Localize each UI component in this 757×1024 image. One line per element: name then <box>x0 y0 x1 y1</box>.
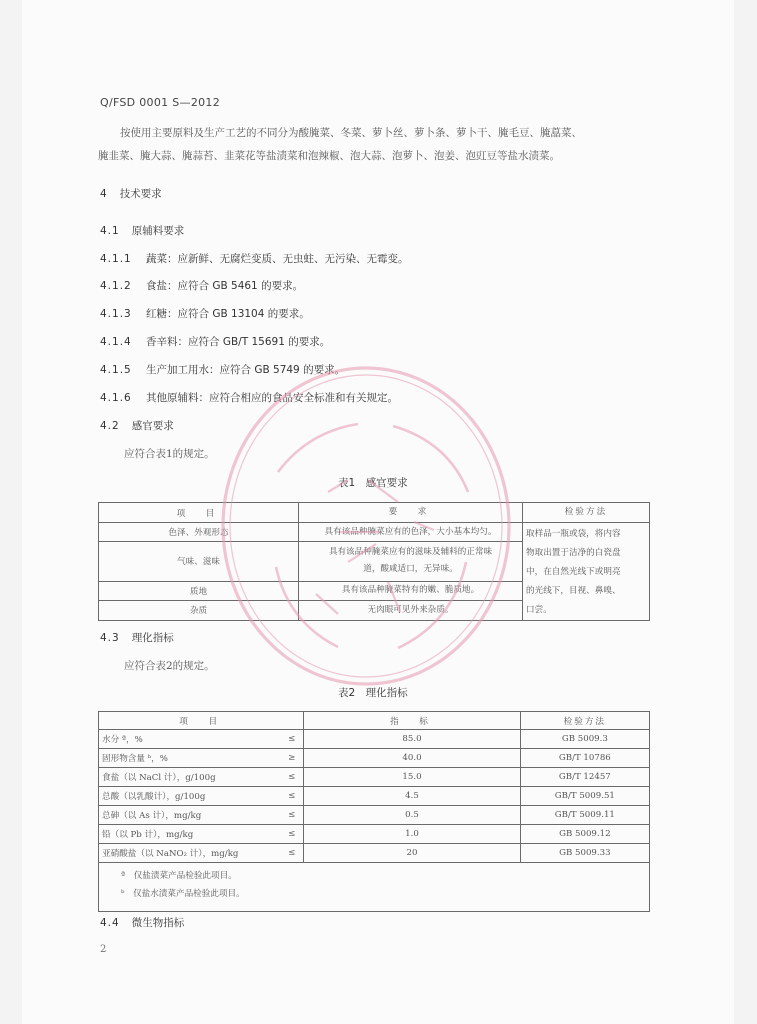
clause-text: 红糖：应符合 GB 13104 的要求。 <box>146 308 310 320</box>
method-cell: GB 5009.12 <box>520 825 649 844</box>
method-line: 的光线下，目视、鼻嗅、 <box>526 586 621 596</box>
table2-caption: 表2 理化指标 <box>338 687 408 699</box>
table-row <box>99 844 650 863</box>
intro-line-1: 按使用主要原料及生产工艺的不同分为酸腌菜、冬菜、萝卜丝、萝卜条、萝卜干、腌毛豆、腌藠菜、 <box>120 127 582 139</box>
section-title: 微生物指标 <box>131 917 185 929</box>
value-cell: 1.0 <box>304 825 520 844</box>
clause-4-1-4 <box>100 334 330 349</box>
section-4-heading <box>100 186 162 201</box>
method-cell: GB/T 12457 <box>520 768 649 787</box>
requirement-cell: 具有该品种腌菜应有的色泽，大小基本均匀。 <box>299 523 523 542</box>
section-number: 4.3 <box>100 632 120 644</box>
table-row <box>99 523 650 542</box>
value-cell: 4.5 <box>304 787 520 806</box>
section-title: 技术要求 <box>119 188 162 200</box>
operator-cell: ≤ <box>253 825 304 844</box>
table-row <box>99 768 650 787</box>
table-row <box>99 825 650 844</box>
item-cell: 总酸（以乳酸计），g/100g <box>99 787 254 806</box>
method-cell: GB 5009.3 <box>520 730 649 749</box>
operator-cell: ≤ <box>253 844 304 863</box>
item-cell: 铅（以 Pb 计），mg/kg <box>99 825 254 844</box>
clause-number: 4.1.6 <box>100 392 132 404</box>
value-cell: 20 <box>304 844 520 863</box>
method-line: 取样品一瓶或袋，将内容 <box>526 529 621 539</box>
item-cell: 固形物含量 ᵇ，% <box>99 749 254 768</box>
method-cell: GB/T 10786 <box>520 749 649 768</box>
table-row <box>99 787 650 806</box>
section-4-1-heading <box>100 223 184 238</box>
intro-paragraph <box>98 122 582 168</box>
clause-4-1-6 <box>100 390 398 405</box>
section-title: 原辅料要求 <box>131 225 185 237</box>
table-row <box>99 730 650 749</box>
clause-number: 4.1.2 <box>100 280 132 292</box>
clause-number: 4.1.5 <box>100 364 132 376</box>
method-cell <box>523 523 650 621</box>
section-4-4-heading <box>100 915 184 930</box>
clause-text: 食盐：应符合 GB 5461 的要求。 <box>146 280 304 292</box>
sensory-requirements-table <box>98 502 650 621</box>
requirement-cell: 具有该品种腌菜特有的嫩、脆质地。 <box>299 581 523 600</box>
operator-cell: ≥ <box>253 749 304 768</box>
table-row <box>99 806 650 825</box>
method-line: 中，在自然光线下或明亮 <box>526 567 621 577</box>
clause-number: 4.1.4 <box>100 336 132 348</box>
clause-text: 其他原辅料：应符合相应的食品安全标准和有关规定。 <box>146 392 398 404</box>
column-header-indicator: 指 标 <box>304 712 520 730</box>
clause-4-1-2 <box>100 278 303 293</box>
item-cell: 食盐（以 NaCl 计），g/100g <box>99 768 254 787</box>
method-line: 口尝。 <box>526 605 552 615</box>
value-cell: 85.0 <box>304 730 520 749</box>
item-cell: 杂质 <box>99 600 299 620</box>
column-header-method: 检验方法 <box>520 712 649 730</box>
page-number: 2 <box>100 944 107 955</box>
intro-line-2: 腌韭菜、腌大蒜、腌蒜苔、韭菜花等盐渍菜和泡辣椒、泡大蒜、泡萝卜、泡姜、泡豇豆等盐水渍菜。 <box>98 150 560 162</box>
table1-caption: 表1 感官要求 <box>338 477 408 489</box>
clause-text: 香辛料：应符合 GB/T 15691 的要求。 <box>146 336 331 348</box>
section-title: 理化指标 <box>131 632 174 644</box>
column-header-method: 检验方法 <box>523 503 650 523</box>
footnote-b: ᵇ 仅盐水渍菜产品检验此项目。 <box>121 889 245 899</box>
clause-number: 4.1.3 <box>100 308 132 320</box>
requirement-line: 具有该品种腌菜应有的滋味及辅料的正常味 <box>328 547 493 558</box>
table-footnote-row <box>99 863 650 912</box>
table-header-row <box>99 712 650 730</box>
clause-4-1-1 <box>100 251 409 266</box>
clause-4-1-3 <box>100 306 310 321</box>
requirement-line: 道，酸咸适口，无异味。 <box>363 564 458 575</box>
requirement-cell <box>299 542 523 581</box>
table1-reference-note: 应符合表1的规定。 <box>124 448 215 460</box>
method-cell: GB/T 5009.11 <box>520 806 649 825</box>
operator-cell: ≤ <box>253 768 304 787</box>
item-cell: 色泽、外观形态 <box>99 523 299 542</box>
clause-number: 4.1.1 <box>100 253 132 265</box>
footnotes-cell <box>99 863 650 912</box>
value-cell: 0.5 <box>304 806 520 825</box>
section-4-3-heading <box>100 630 174 645</box>
clause-4-1-5 <box>100 362 345 377</box>
requirement-cell: 无肉眼可见外来杂质。 <box>299 600 523 620</box>
column-header-item: 项 目 <box>99 712 304 730</box>
method-cell: GB 5009.33 <box>520 844 649 863</box>
value-cell: 15.0 <box>304 768 520 787</box>
section-title: 感官要求 <box>131 420 174 432</box>
column-header-item: 项 目 <box>99 503 299 523</box>
operator-cell: ≤ <box>253 787 304 806</box>
table2-reference-note: 应符合表2的规定。 <box>124 660 215 672</box>
item-cell: 气味、滋味 <box>99 542 299 581</box>
section-number: 4.1 <box>100 225 120 237</box>
item-cell: 总砷（以 As 计），mg/kg <box>99 806 254 825</box>
section-number: 4.4 <box>100 917 120 929</box>
item-cell: 水分 ª，% <box>99 730 254 749</box>
section-number: 4 <box>100 188 108 200</box>
column-header-requirement: 要 求 <box>299 503 523 523</box>
footnote-a: ª 仅盐渍菜产品检验此项目。 <box>121 871 237 881</box>
value-cell: 40.0 <box>304 749 520 768</box>
method-cell: GB/T 5009.51 <box>520 787 649 806</box>
operator-cell: ≤ <box>253 806 304 825</box>
table-row <box>99 749 650 768</box>
section-4-2-heading <box>100 418 174 433</box>
operator-cell: ≤ <box>253 730 304 749</box>
physicochemical-indicators-table <box>98 711 650 912</box>
item-cell: 质地 <box>99 581 299 600</box>
item-cell: 亚硝酸盐（以 NaNO₂ 计），mg/kg <box>99 844 254 863</box>
clause-text: 蔬菜：应新鲜、无腐烂变质、无虫蛀、无污染、无霉变。 <box>146 253 409 265</box>
clause-text: 生产加工用水：应符合 GB 5749 的要求。 <box>146 364 346 376</box>
table-header-row <box>99 503 650 523</box>
method-line: 物取出置于洁净的白瓷盘 <box>526 548 621 558</box>
standard-code-header: Q/FSD 0001 S—2012 <box>100 96 221 109</box>
section-number: 4.2 <box>100 420 120 432</box>
